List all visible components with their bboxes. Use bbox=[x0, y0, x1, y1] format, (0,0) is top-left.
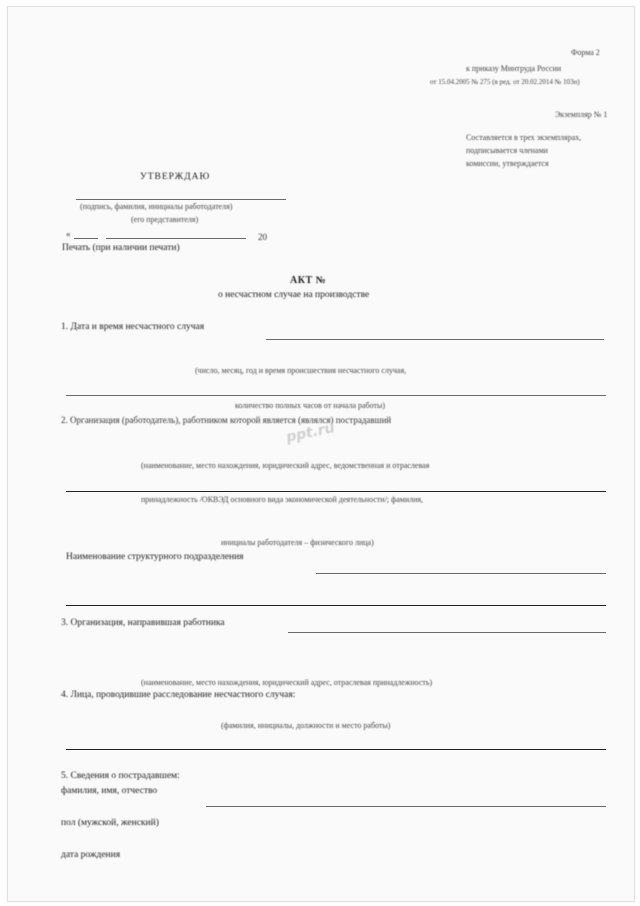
item-1-note-2: количество полных часов от начала работы) bbox=[235, 401, 386, 410]
item-4-line bbox=[66, 749, 606, 750]
item-1-label: 1. Дата и время несчастного случая bbox=[61, 322, 205, 332]
unit-line bbox=[316, 573, 606, 574]
item-2-line bbox=[66, 491, 606, 492]
act-title: АКТ № bbox=[290, 275, 327, 286]
item-1-note-1: (число, месяц, год и время происшествия несчастного случая, bbox=[195, 366, 407, 375]
seal-label: Печать (при наличии печати) bbox=[62, 243, 180, 253]
item-4-note: (фамилия, инициалы, должности и место работы) bbox=[221, 721, 391, 730]
item-3-line bbox=[288, 632, 606, 633]
field-sex: пол (мужской, женский) bbox=[61, 818, 159, 828]
item-4-label: 4. Лица, проводившие расследование несчастного случая: bbox=[61, 690, 296, 700]
item-2-label: 2. Организация (работодатель), работником которой является (являлся) пострадавший bbox=[61, 415, 392, 425]
unit-label: Наименование структурного подразделения bbox=[66, 552, 244, 562]
item-2-line-2 bbox=[66, 605, 606, 606]
item-2-note-1: (наименование, место нахождения, юридический адрес, ведомственная и отраслевая bbox=[141, 461, 430, 470]
item-1-line-2 bbox=[66, 395, 606, 396]
field-name: фамилия, имя, отчество bbox=[61, 786, 158, 796]
document-page bbox=[7, 6, 635, 902]
date-quote: « bbox=[66, 229, 71, 239]
item-2-note-2: принадлежность /ОКВЭД основного вида экономической деятельности/; фамилия, bbox=[141, 495, 424, 504]
date-month-line bbox=[106, 238, 246, 239]
form-label: Форма 2 bbox=[571, 48, 600, 57]
copy-number: Экземпляр № 1 bbox=[555, 110, 608, 119]
item-3-note: (наименование, место нахождения, юридический адрес, отраслевая принадлежность) bbox=[141, 678, 433, 687]
item-5-label: 5. Сведения о пострадавшем: bbox=[61, 771, 180, 781]
copy-note-2: подписывается членами bbox=[466, 146, 548, 155]
representative-note: (его представителя) bbox=[131, 215, 199, 224]
order-line-2: от 15.04.2005 № 275 (в ред. от 20.02.2014 № 103н) bbox=[430, 78, 580, 86]
watermark: ppt.ru bbox=[284, 420, 337, 446]
order-line-1: к приказу Минтруда России bbox=[466, 64, 562, 73]
item-3-label: 3. Организация, направившая работника bbox=[61, 618, 225, 628]
date-year: 20 bbox=[258, 232, 267, 242]
item-1-line bbox=[266, 339, 604, 340]
act-subtitle: о несчастном случае на производстве bbox=[218, 290, 370, 300]
field-dob: дата рождения bbox=[61, 850, 121, 860]
field-name-line bbox=[206, 806, 606, 807]
approval-heading: УТВЕРЖДАЮ bbox=[140, 172, 211, 182]
item-2-note-3: инициалы работодателя – физического лица) bbox=[221, 538, 374, 547]
employer-note: (подпись, фамилия, инициалы работодателя) bbox=[80, 202, 233, 211]
date-day-line bbox=[74, 238, 98, 239]
signature-line bbox=[76, 199, 286, 200]
copy-note-1: Составляется в трех экземплярах, bbox=[466, 133, 582, 142]
copy-note-3: комиссии, утверждается bbox=[466, 159, 549, 168]
